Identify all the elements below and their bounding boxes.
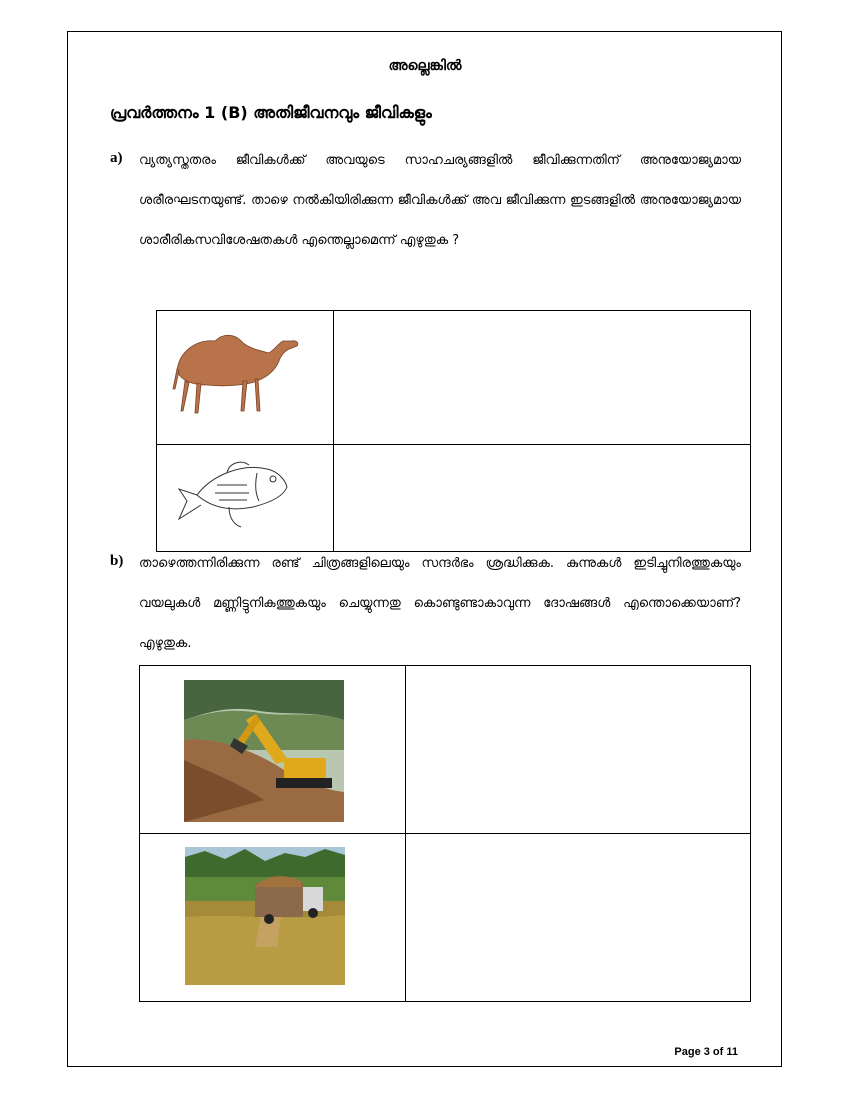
table-row (140, 834, 751, 1002)
fish-image-cell (157, 445, 334, 552)
question-a-text: വ്യത്യസ്തതരം ജീവികൾക്ക് അവയുടെ സാഹചര്യങ്ങളിൽ ജീവിക്കുന്നതിന് അനുയോജ്യമായ ശരീരഘടനയുണ്ട്. താഴെ നൽകിയിരിക്കുന്ന ജീവികൾക്ക് അവ ജീവിക്കുന്ന ഇടങ്ങളിൽ അനുയോജ്യമായ ശാരീരികസവിശേഷതകൾ എന്തെല്ലാമെന്ന് എഴുതുക ? (139, 153, 741, 248)
excavator-image-cell (140, 666, 406, 834)
table-row (157, 311, 751, 445)
question-a-table (156, 310, 751, 552)
excavator-answer-cell[interactable] (406, 666, 751, 834)
camel-answer-cell[interactable] (334, 311, 751, 445)
camel-image-cell (157, 311, 334, 445)
question-b-table (139, 665, 751, 1002)
question-a-label: a) (110, 150, 123, 166)
truck-image-cell (140, 834, 406, 1002)
question-b-text: താഴെത്തന്നിരിക്കുന്ന രണ്ട് ചിത്രങ്ങളിലെയും സന്ദർഭം ശ്രദ്ധിക്കുക. കുന്നുകൾ ഇടിച്ചുനിരത്തുകയും വയലുകൾ മണ്ണിട്ടുനികത്തുകയും ചെയ്യുന്നതു കൊണ്ടുണ്ടാകാവുന്ന ദോഷങ്ങൾ എന്തൊക്കെയാണ്? എഴുതുക. (139, 556, 741, 651)
activity-title: പ്രവർത്തനം 1 (B) അതിജീവനവും ജീവികളും (110, 103, 432, 122)
fish-icon (157, 445, 333, 551)
excavator-hill-icon (140, 666, 405, 833)
camel-icon (157, 311, 333, 444)
fish-answer-cell[interactable] (334, 445, 751, 552)
table-row (140, 666, 751, 834)
truck-answer-cell[interactable] (406, 834, 751, 1002)
table-row (157, 445, 751, 552)
page-number: Page 3 of 11 (674, 1046, 738, 1058)
alternate-heading: അല്ലെങ്കിൽ (388, 58, 462, 74)
truck-filling-paddy-icon (140, 834, 405, 1001)
question-b-label: b) (110, 553, 124, 569)
